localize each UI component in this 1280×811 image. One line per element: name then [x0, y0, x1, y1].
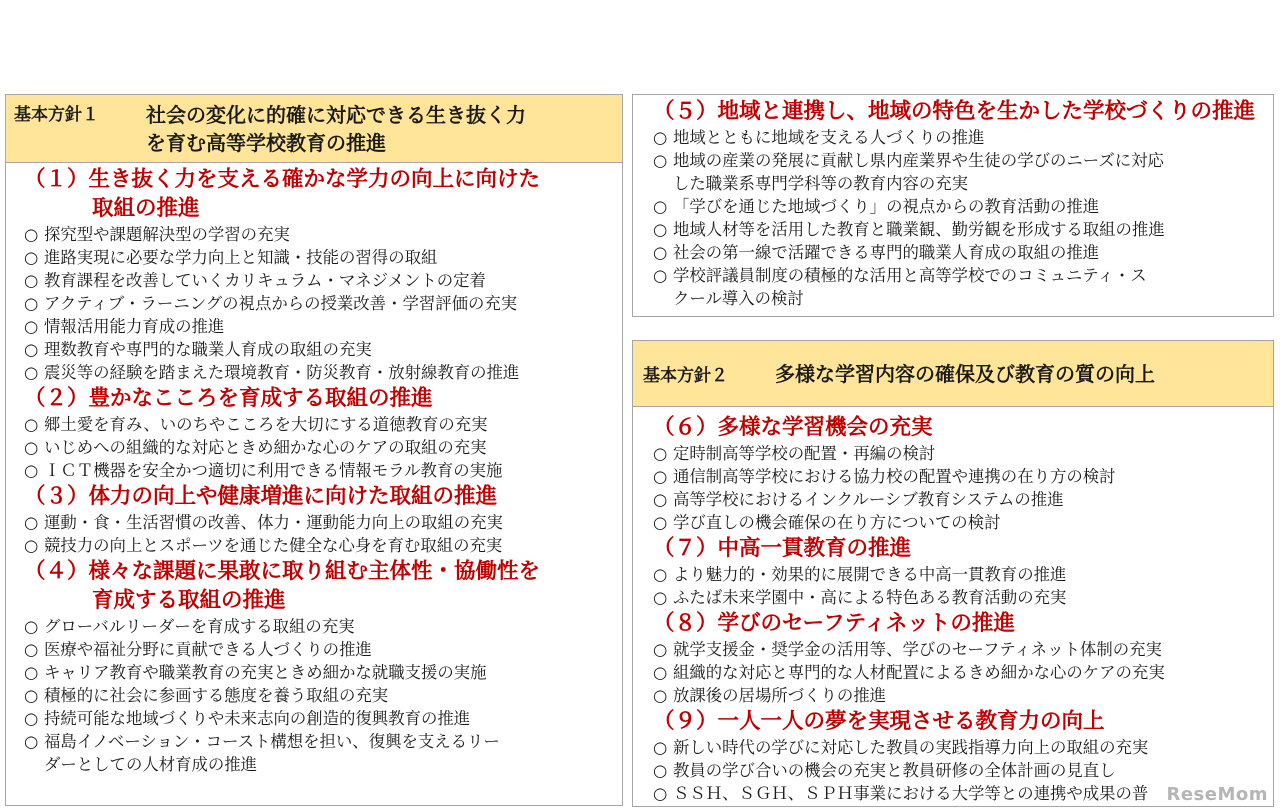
section-item-list	[24, 223, 622, 384]
circle-bullet-icon: ○	[24, 709, 39, 728]
list-item-text: クール導入の検討	[673, 289, 804, 308]
list-item-text: 競技力の向上とスポーツを通じた健全な心身を育む取組の充実	[44, 536, 503, 555]
list-item-text: 地域とともに地域を支える人づくりの推進	[673, 128, 985, 147]
list-item-text: アクティブ・ラーニングの視点からの授業改善・学習評価の充実	[44, 294, 518, 313]
circle-bullet-icon: ○	[653, 151, 668, 170]
section-heading-line1: （１）生き抜く力を支える確かな学力の向上に向けた	[24, 167, 541, 192]
list-item	[653, 563, 1273, 586]
list-item	[24, 413, 622, 436]
section-heading	[24, 384, 622, 413]
list-item-text: ダーとしての人材育成の推進	[44, 755, 258, 774]
policy2-label: 基本方針２	[643, 366, 728, 386]
list-item	[653, 586, 1273, 609]
list-item	[653, 264, 1273, 310]
circle-bullet-icon: ○	[653, 784, 668, 803]
circle-bullet-icon: ○	[653, 640, 668, 659]
section-heading-line2: 育成する取組の推進	[92, 588, 286, 613]
circle-bullet-icon: ○	[24, 732, 39, 751]
section-item-list	[653, 638, 1273, 707]
list-item	[653, 195, 1273, 218]
policy1-header	[6, 95, 622, 163]
list-item	[24, 269, 622, 292]
list-item	[653, 511, 1273, 534]
list-item-text: グローバルリーダーを育成する取組の充実	[44, 617, 355, 636]
list-item	[24, 315, 622, 338]
list-item-text: 郷土愛を育み、いのちやこころを大切にする道徳教育の充実	[44, 415, 488, 434]
list-item	[653, 661, 1273, 684]
list-item	[653, 736, 1273, 759]
section-heading	[653, 97, 1273, 126]
policy1-title-line1: 社会の変化に的確に対応できる生き抜く力	[146, 103, 526, 127]
policy1-label: 基本方針１	[14, 105, 99, 125]
list-item-text: ＩＣＴ機器を安全かつ適切に利用できる情報モラル教育の実施	[44, 461, 503, 480]
policy1-continued-panel	[632, 94, 1274, 317]
circle-bullet-icon: ○	[653, 197, 668, 216]
list-item	[24, 661, 622, 684]
circle-bullet-icon: ○	[24, 640, 39, 659]
policy2-panel	[632, 340, 1274, 807]
list-item-text: 地域の産業の発展に貢献し県内産業界や生徒の学びのニーズに対応	[673, 151, 1164, 170]
list-item-text: ふたば未来学園中・高による特色ある教育活動の充実	[673, 588, 1067, 607]
list-item-text: 放課後の居場所づくりの推進	[673, 686, 887, 705]
list-item	[653, 442, 1273, 465]
circle-bullet-icon: ○	[24, 317, 39, 336]
section-item-list	[653, 442, 1273, 534]
circle-bullet-icon: ○	[24, 248, 39, 267]
list-item-text: 学び直しの機会確保の在り方についての検討	[673, 513, 1001, 532]
list-item	[653, 638, 1273, 661]
list-item	[24, 534, 622, 557]
section-heading	[653, 707, 1273, 736]
circle-bullet-icon: ○	[24, 617, 39, 636]
policy1-title	[146, 101, 614, 157]
list-item-text: 新しい時代の学びに対応した教員の実践指導力向上の取組の充実	[673, 738, 1149, 757]
list-item-text: した職業系専門学科等の教育内容の充実	[673, 174, 969, 193]
circle-bullet-icon: ○	[653, 761, 668, 780]
policy1-title-line2: を育む高等学校教育の推進	[146, 131, 386, 155]
policy2-title: 多様な学習内容の確保及び教育の質の向上	[775, 361, 1155, 386]
circle-bullet-icon: ○	[24, 438, 39, 457]
list-item	[653, 759, 1273, 782]
list-item	[24, 638, 622, 661]
section-item-list	[24, 413, 622, 482]
policy2-header	[633, 341, 1273, 407]
list-item	[24, 223, 622, 246]
list-item-text: 通信制高等学校における協力校の配置や連携の在り方の検討	[673, 467, 1116, 486]
list-item-text: 地域人材等を活用した教育と職業観、勤労観を形成する取組の推進	[673, 220, 1165, 239]
list-item-text: 探究型や課題解決型の学習の充実	[44, 225, 290, 244]
circle-bullet-icon: ○	[24, 461, 39, 480]
list-item-text: 就学支援金・奨学金の活用等、学びのセーフティネット体制の充実	[673, 640, 1162, 659]
list-item	[24, 511, 622, 534]
list-item-text: ＳＳＨ、ＳＧＨ、ＳＰＨ事業における大学等との連携や成果の普	[673, 784, 1149, 803]
circle-bullet-icon: ○	[653, 686, 668, 705]
section-heading-line1: （５）地域と連携し、地域の特色を生かした学校づくりの推進	[653, 99, 1256, 124]
list-item	[24, 338, 622, 361]
list-item-text: 進路実現に必要な学力向上と知識・技能の習得の取組	[44, 248, 438, 267]
circle-bullet-icon: ○	[653, 738, 668, 757]
section-heading-line1: （４）様々な課題に果敢に取り組む主体性・協働性を	[24, 559, 541, 584]
list-item	[24, 246, 622, 269]
list-item-text: 医療や福祉分野に貢献できる人づくりの推進	[44, 640, 372, 659]
list-item	[653, 488, 1273, 511]
circle-bullet-icon: ○	[653, 467, 668, 486]
circle-bullet-icon: ○	[24, 686, 39, 705]
list-item-text: 震災等の経験を踏まえた環境教育・防災教育・放射線教育の推進	[44, 363, 520, 382]
section-heading	[653, 534, 1273, 563]
list-item-text: 持続可能な地域づくりや未来志向の創造的復興教育の推進	[44, 709, 471, 728]
list-item	[24, 292, 622, 315]
list-item	[653, 465, 1273, 488]
policy2-sections	[633, 407, 1273, 805]
circle-bullet-icon: ○	[653, 490, 668, 509]
list-item	[24, 615, 622, 638]
list-item	[653, 684, 1273, 707]
list-item-text: いじめへの組織的な対応ときめ細かな心のケアの取組の充実	[44, 438, 487, 457]
circle-bullet-icon: ○	[24, 363, 39, 382]
list-item	[24, 436, 622, 459]
list-item	[24, 707, 622, 730]
list-item-text: 福島イノベーション・コースト構想を担い、復興を支えるリー	[44, 732, 500, 751]
list-item	[653, 149, 1273, 195]
section-heading	[24, 482, 622, 511]
policy1-continued-sections	[633, 95, 1273, 310]
watermark-logo: ReseMom	[1166, 784, 1268, 805]
list-item-text: 組織的な対応と専門的な人材配置によるきめ細かな心のケアの充実	[673, 663, 1165, 682]
section-heading-line2: 取組の推進	[92, 196, 200, 221]
circle-bullet-icon: ○	[24, 513, 39, 532]
section-item-list	[653, 126, 1273, 310]
section-item-list	[24, 511, 622, 557]
list-item	[653, 126, 1273, 149]
list-item-text: 教育課程を改善していくカリキュラム・マネジメントの定着	[44, 271, 486, 290]
circle-bullet-icon: ○	[24, 271, 39, 290]
circle-bullet-icon: ○	[653, 513, 668, 532]
policy1-sections	[6, 163, 622, 776]
circle-bullet-icon: ○	[24, 225, 39, 244]
list-item-text: 運動・食・生活習慣の改善、体力・運動能力向上の取組の充実	[44, 513, 503, 532]
circle-bullet-icon: ○	[653, 444, 668, 463]
list-item-text: 教員の学び合いの機会の充実と教員研修の全体計画の見直し	[673, 761, 1116, 780]
section-item-list	[24, 615, 622, 776]
list-item-text: 高等学校におけるインクルーシブ教育システムの推進	[673, 490, 1064, 509]
circle-bullet-icon: ○	[653, 565, 668, 584]
circle-bullet-icon: ○	[653, 588, 668, 607]
circle-bullet-icon: ○	[24, 294, 39, 313]
circle-bullet-icon: ○	[653, 243, 668, 262]
section-heading	[653, 413, 1273, 442]
list-item-text: 社会の第一線で活躍できる専門的職業人育成の取組の推進	[673, 243, 1100, 262]
circle-bullet-icon: ○	[653, 266, 668, 285]
section-heading-line1: （８）学びのセーフティネットの推進	[653, 611, 1015, 636]
list-item-text: 情報活用能力育成の推進	[44, 317, 225, 336]
list-item	[24, 730, 622, 776]
circle-bullet-icon: ○	[653, 128, 668, 147]
list-item-text: 定時制高等学校の配置・再編の検討	[673, 444, 936, 463]
section-heading	[24, 165, 622, 223]
circle-bullet-icon: ○	[24, 663, 39, 682]
list-item	[24, 459, 622, 482]
policy1-panel	[5, 94, 623, 806]
list-item	[24, 361, 622, 384]
list-item-text: 積極的に社会に参画する態度を養う取組の充実	[44, 686, 389, 705]
section-heading-line1: （２）豊かなこころを育成する取組の推進	[24, 386, 433, 411]
section-heading-line1: （９）一人一人の夢を実現させる教育力の向上	[653, 709, 1105, 734]
list-item	[24, 684, 622, 707]
circle-bullet-icon: ○	[24, 340, 39, 359]
section-heading	[653, 609, 1273, 638]
circle-bullet-icon: ○	[653, 663, 668, 682]
list-item-text: より魅力的・効果的に展開できる中高一貫教育の推進	[673, 565, 1067, 584]
section-heading-line1: （３）体力の向上や健康増進に向けた取組の推進	[24, 484, 498, 509]
section-heading	[24, 557, 622, 615]
section-heading-line1: （６）多様な学習機会の充実	[653, 415, 933, 440]
section-heading-line1: （７）中高一貫教育の推進	[653, 536, 912, 561]
list-item-text: 「学びを通じた地域づくり」の視点からの教育活動の推進	[673, 197, 1100, 216]
list-item-text: キャリア教育や職業教育の充実ときめ細かな就職支援の実施	[44, 663, 487, 682]
list-item	[653, 218, 1273, 241]
circle-bullet-icon: ○	[24, 536, 39, 555]
list-item	[653, 241, 1273, 264]
circle-bullet-icon: ○	[653, 220, 668, 239]
list-item-text: 理数教育や専門的な職業人育成の取組の充実	[44, 340, 372, 359]
section-item-list	[653, 563, 1273, 609]
circle-bullet-icon: ○	[24, 415, 39, 434]
list-item-text: 学校評議員制度の積極的な活用と高等学校でのコミュニティ・ス	[673, 266, 1147, 285]
